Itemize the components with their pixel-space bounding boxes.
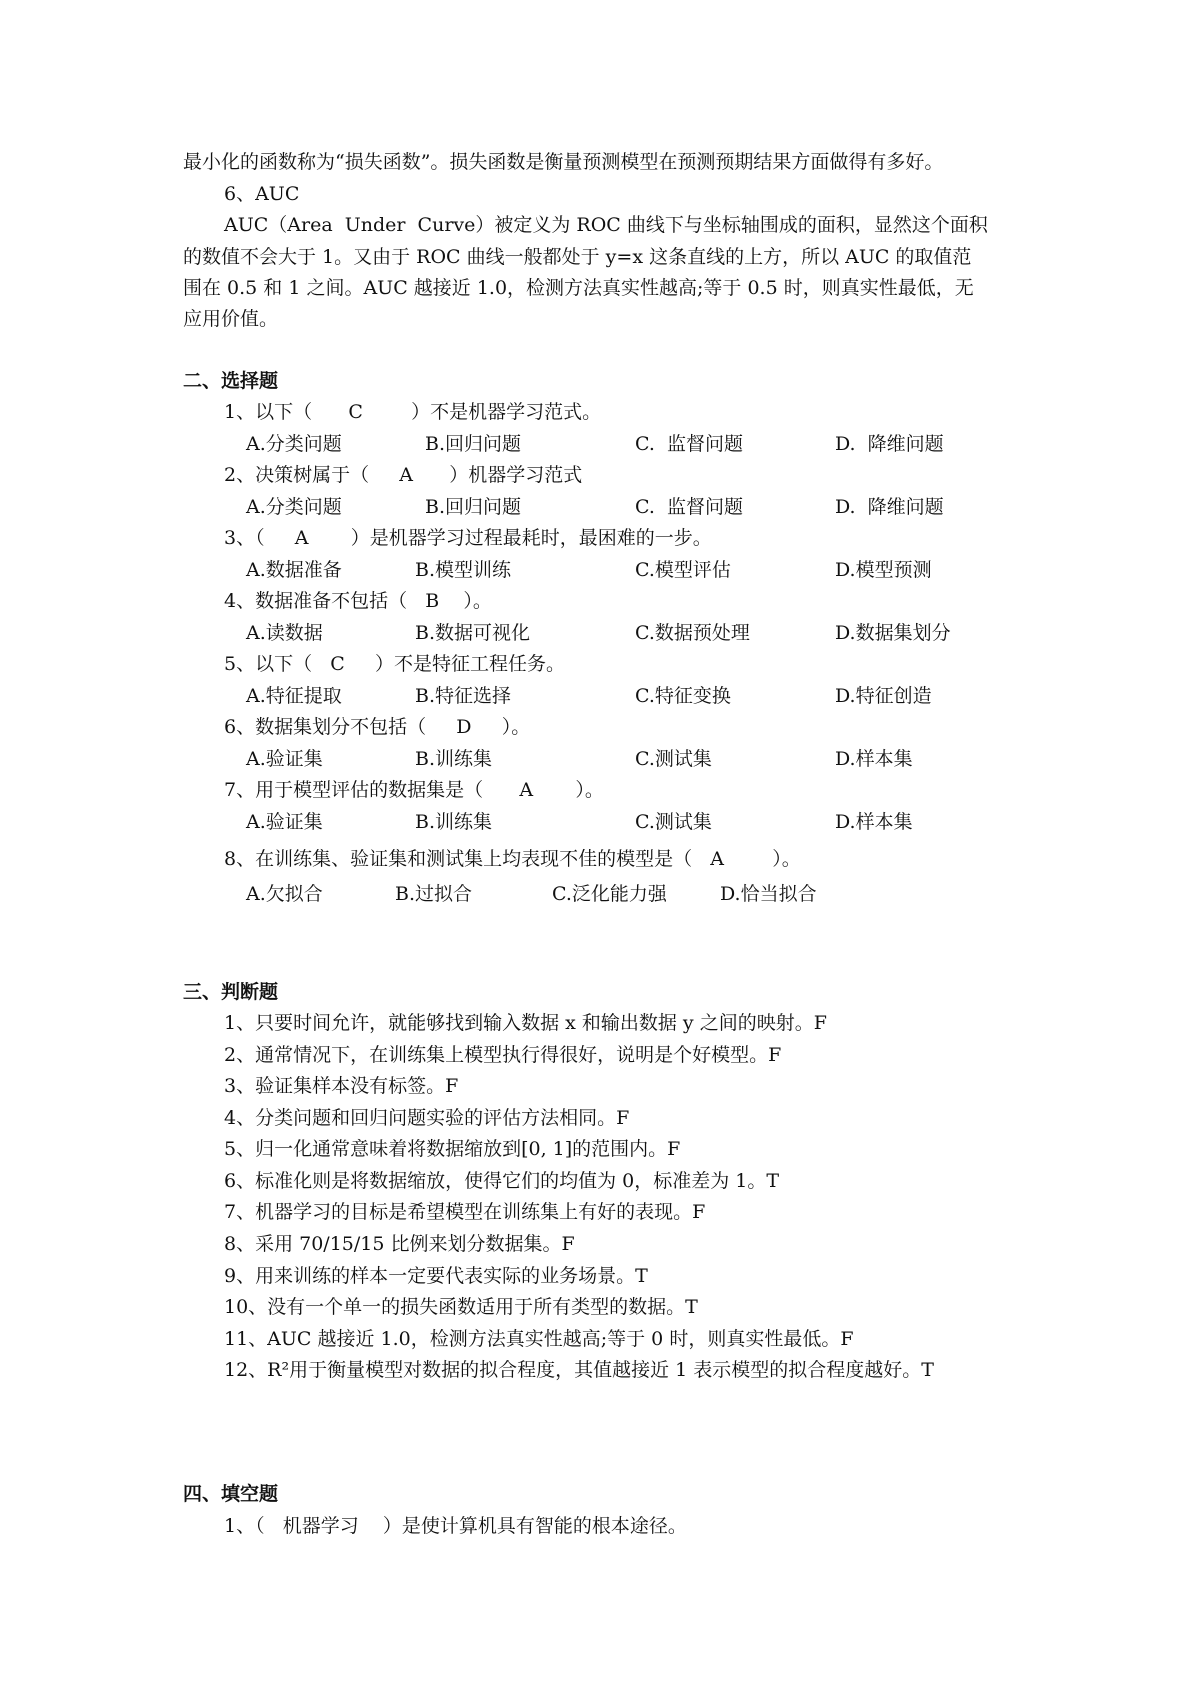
- auc-heading: 6、AUC: [224, 183, 300, 205]
- choice-options-2: [0, 495, 1191, 519]
- choice-options-5: [0, 684, 1191, 708]
- option-b: B.特征选择: [415, 685, 512, 707]
- choice-section-heading: 二、选择题: [183, 370, 279, 392]
- judge-item-11: 11、AUC 越接近 1.0，检测方法真实性越高;等于 0 时，则真实性最低。F: [224, 1328, 854, 1350]
- option-b: B.回归问题: [425, 496, 522, 518]
- option-a: A.分类问题: [246, 496, 342, 518]
- fill-section-heading: 四、填空题: [183, 1483, 279, 1505]
- option-c: C. 监督问题: [635, 433, 743, 455]
- option-a: A.欠拟合: [246, 883, 323, 905]
- option-a: A.读数据: [246, 622, 323, 644]
- option-d: D.样本集: [835, 811, 913, 833]
- choice-question-4: 4、数据准备不包括（ B ）。: [224, 590, 492, 612]
- option-b: B.模型训练: [415, 559, 512, 581]
- option-d: D. 降维问题: [835, 433, 944, 455]
- option-b: B.训练集: [415, 748, 493, 770]
- fill-item-1: 1、（ 机器学习 ）是使计算机具有智能的根本途径。: [224, 1515, 687, 1537]
- option-a: A.验证集: [246, 748, 323, 770]
- choice-options-6: [0, 747, 1191, 771]
- auc-paragraph-line-2: 的数值不会大于 1。又由于 ROC 曲线一般都处于 y=x 这条直线的上方，所以 AUC 的取值范: [183, 246, 972, 268]
- option-c: C.数据预处理: [635, 622, 750, 644]
- judge-item-8: 8、采用 70/15/15 比例来划分数据集。F: [224, 1233, 575, 1255]
- option-a: A.特征提取: [246, 685, 342, 707]
- auc-paragraph-line-1: AUC（Area Under Curve）被定义为 ROC 曲线下与坐标轴围成的面积，显然这个面积: [224, 214, 988, 236]
- option-b: B.数据可视化: [415, 622, 531, 644]
- option-b: B.训练集: [415, 811, 493, 833]
- choice-question-3: 3、（ A ）是机器学习过程最耗时，最困难的一步。: [224, 527, 712, 549]
- choice-options-1: [0, 432, 1191, 456]
- judge-item-9: 9、用来训练的样本一定要代表实际的业务场景。T: [224, 1265, 648, 1287]
- judge-item-3: 3、验证集样本没有标签。F: [224, 1075, 459, 1097]
- choice-options-4: [0, 621, 1191, 645]
- auc-paragraph-line-3: 围在 0.5 和 1 之间。AUC 越接近 1.0，检测方法真实性越高;等于 0.5 时，则真实性最低，无: [183, 277, 974, 299]
- option-c: C. 监督问题: [635, 496, 743, 518]
- option-d: D.恰当拟合: [720, 883, 817, 905]
- choice-options-3: [0, 558, 1191, 582]
- judge-item-4: 4、分类问题和回归问题实验的评估方法相同。F: [224, 1107, 630, 1129]
- option-d: D.特征创造: [835, 685, 932, 707]
- judge-item-7: 7、机器学习的目标是希望模型在训练集上有好的表现。F: [224, 1201, 706, 1223]
- choice-question-6: 6、数据集划分不包括（ D ）。: [224, 716, 531, 738]
- option-d: D.模型预测: [835, 559, 932, 581]
- choice-question-7: 7、用于模型评估的数据集是（ A ）。: [224, 779, 604, 801]
- judge-item-10: 10、没有一个单一的损失函数适用于所有类型的数据。T: [224, 1296, 698, 1318]
- choice-question-8: 8、在训练集、验证集和测试集上均表现不佳的模型是（ A ）。: [224, 848, 801, 870]
- choice-question-2: 2、决策树属于（ A ）机器学习范式: [224, 464, 583, 486]
- option-a: A.分类问题: [246, 433, 342, 455]
- option-b: B.回归问题: [425, 433, 522, 455]
- choice-question-5: 5、以下（ C ）不是特征工程任务。: [224, 653, 565, 675]
- option-c: C.特征变换: [635, 685, 731, 707]
- option-c: C.测试集: [635, 811, 712, 833]
- option-a: A.数据准备: [246, 559, 342, 581]
- choice-question-1: 1、以下（ C ）不是机器学习范式。: [224, 401, 602, 423]
- judge-item-2: 2、通常情况下，在训练集上模型执行得很好，说明是个好模型。F: [224, 1044, 782, 1066]
- option-d: D.样本集: [835, 748, 913, 770]
- option-d: D.数据集划分: [835, 622, 951, 644]
- loss-function-line: 最小化的函数称为“损失函数”。损失函数是衡量预测模型在预测预期结果方面做得有多好。: [183, 151, 944, 173]
- option-c: C.测试集: [635, 748, 712, 770]
- auc-paragraph-line-4: 应用价值。: [183, 308, 279, 330]
- judge-section-heading: 三、判断题: [183, 981, 279, 1003]
- option-d: D. 降维问题: [835, 496, 944, 518]
- choice-options-8: [0, 882, 1191, 906]
- option-a: A.验证集: [246, 811, 323, 833]
- judge-item-1: 1、只要时间允许，就能够找到输入数据 x 和输出数据 y 之间的映射。F: [224, 1012, 827, 1034]
- option-b: B.过拟合: [395, 883, 473, 905]
- option-c: C.模型评估: [635, 559, 731, 581]
- judge-item-12: 12、R²用于衡量模型对数据的拟合程度，其值越接近 1 表示模型的拟合程度越好。T: [224, 1359, 934, 1381]
- choice-options-7: [0, 810, 1191, 834]
- judge-item-6: 6、标准化则是将数据缩放，使得它们的均值为 0，标准差为 1。T: [224, 1170, 780, 1192]
- option-c: C.泛化能力强: [552, 883, 667, 905]
- judge-item-5: 5、归一化通常意味着将数据缩放到[0, 1]的范围内。F: [224, 1138, 681, 1160]
